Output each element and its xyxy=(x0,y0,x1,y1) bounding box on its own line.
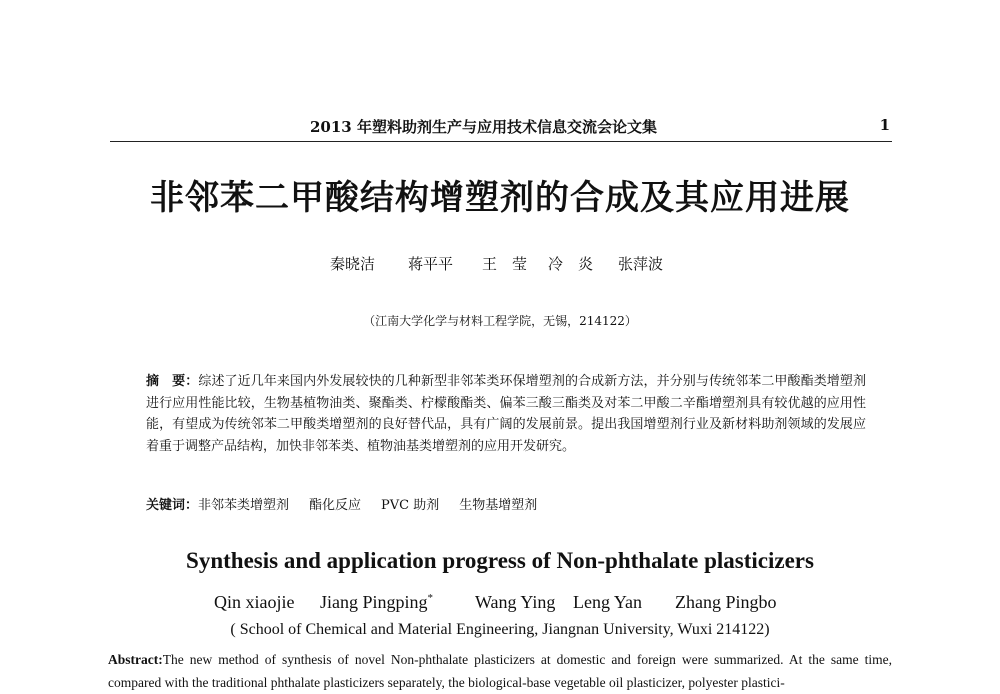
header-rule xyxy=(110,141,892,142)
paper-title-en: Synthesis and application progress of Non-phthalate plasticizers xyxy=(186,548,814,573)
abstract-label-cn: 摘 要： xyxy=(146,374,199,389)
running-title: 2013 年塑料助剂生产与应用技术信息交流会论文集 xyxy=(310,118,657,136)
keyword: PVC 助剂 xyxy=(381,498,440,513)
author-en: Jiang Pingping* xyxy=(320,592,434,612)
author-list-cn xyxy=(330,253,690,277)
abstract-label-en: Abstract: xyxy=(108,652,163,667)
abstract-cn xyxy=(146,371,866,457)
abstract-text-cn: 综述了近几年来国内外发展较快的几种新型非邻苯类环保增塑剂的合成新方法，并分别与传统邻苯二甲酸酯类增塑剂进行应用性能比较，生物基植物油类、聚酯类、柠檬酸酯类、偏苯三酸三酯类及对苯二甲酸二辛酯增塑剂具有较优越的应用性能，有望成为传统邻苯二甲酸类增塑剂的良好替代品，具有广阔的发展前景。提出我国增塑剂行业及新材料助剂领域的发展应着重于调整产品结构，加快非邻苯类、植物油基类增塑剂的应用开发研究。 xyxy=(146,374,866,454)
author-en: Qin xiaojie xyxy=(214,592,295,612)
paper-title-cn: 非邻苯二甲酸结构增塑剂的合成及其应用进展 xyxy=(150,178,850,218)
keyword: 酯化反应 xyxy=(309,498,362,513)
author-list-en xyxy=(200,592,800,616)
abstract-text-en: The new method of synthesis of novel Non-phthalate plasticizers at domestic and foreign were summarized. At the same time, compared with the traditional phthalate plasticizers separately, the biological-base vegetable oil plasticizer, polyester plastici- xyxy=(108,652,892,690)
author-en: Wang Ying xyxy=(475,592,556,612)
author-cn: 王 莹 xyxy=(482,255,528,273)
author-en: Leng Yan xyxy=(573,592,643,612)
affiliation-en: ( School of Chemical and Material Engineering, Jiangnan University, Wuxi 214122) xyxy=(230,621,770,638)
keyword: 生物基增塑剂 xyxy=(459,498,538,513)
corresponding-mark: * xyxy=(427,592,434,604)
keywords-cn xyxy=(146,496,866,516)
author-cn: 张萍波 xyxy=(618,255,664,273)
author-cn: 秦晓洁 xyxy=(330,255,376,273)
running-head xyxy=(110,112,890,140)
author-en: Zhang Pingbo xyxy=(675,592,777,612)
author-cn: 蒋平平 xyxy=(408,255,454,273)
affiliation-cn: （江南大学化学与材料工程学院，无锡，214122） xyxy=(363,314,637,328)
abstract-en xyxy=(108,648,892,694)
keyword: 非邻苯类增塑剂 xyxy=(198,498,290,513)
page-number: 1 xyxy=(879,116,890,134)
keywords-label-cn: 关键词： xyxy=(146,498,199,513)
author-cn: 冷 炎 xyxy=(548,255,594,273)
